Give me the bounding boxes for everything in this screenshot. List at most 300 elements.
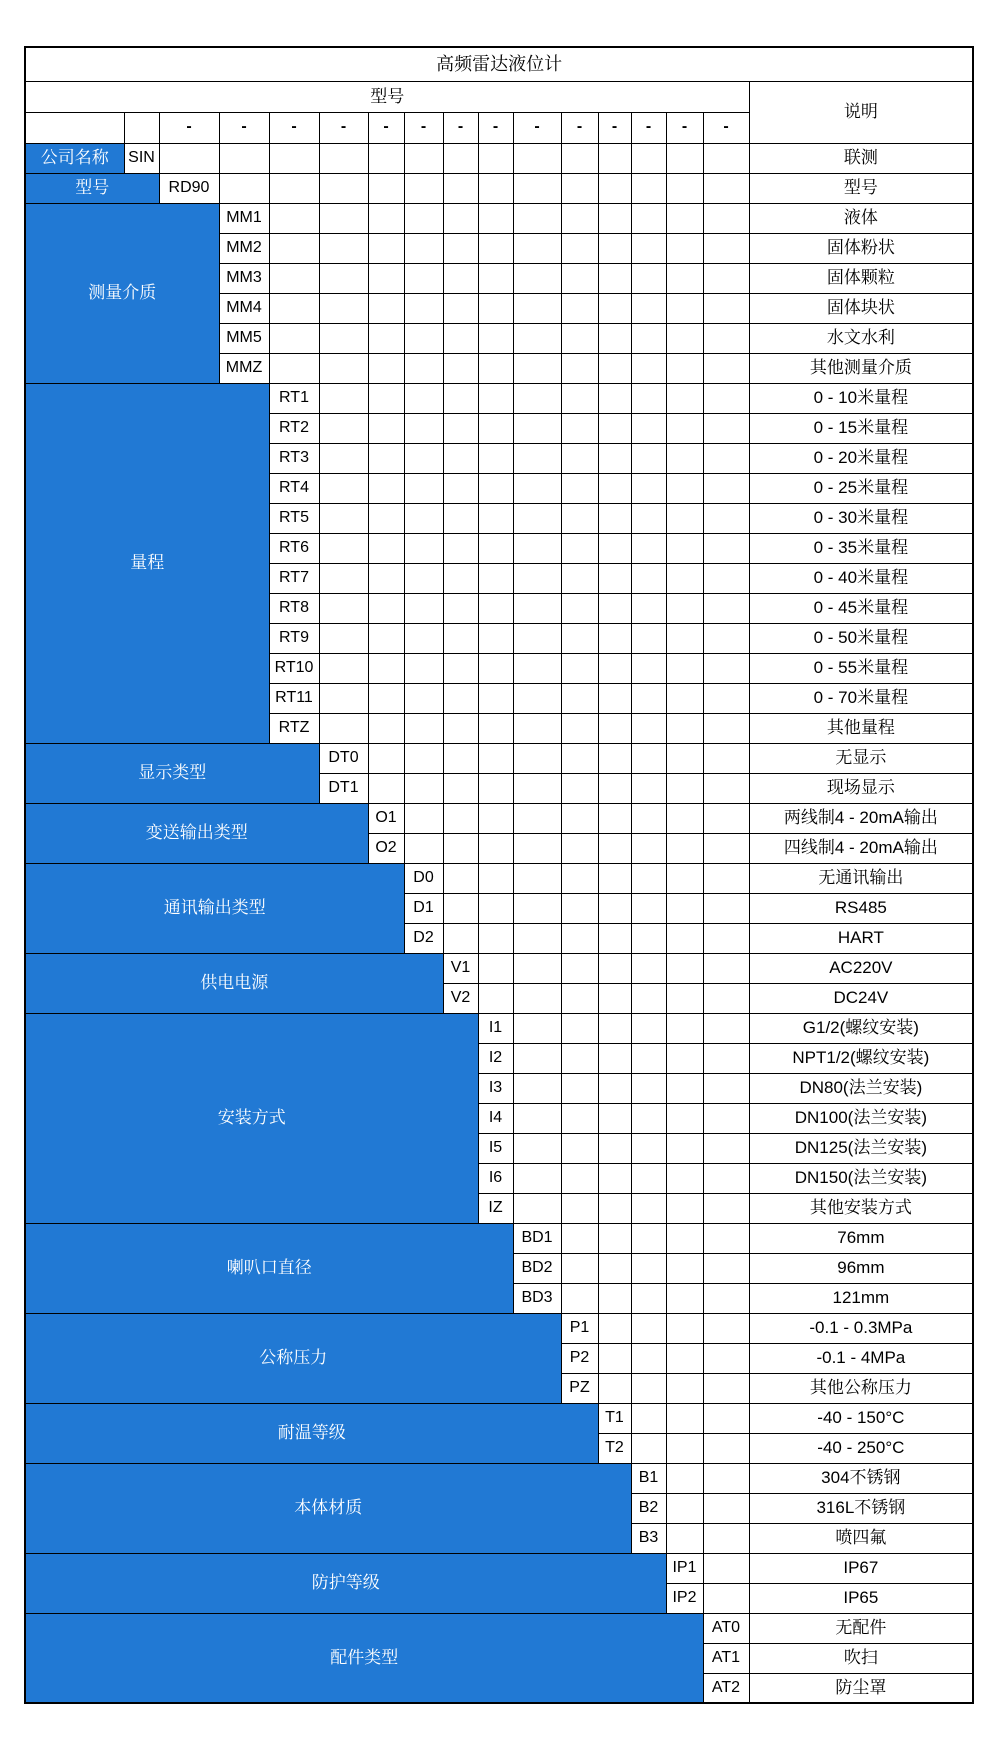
empty-cell: [561, 173, 598, 203]
description-cell: 0 - 50米量程: [749, 623, 973, 653]
empty-cell: [478, 923, 513, 953]
empty-cell: [703, 1343, 749, 1373]
empty-cell: [598, 1133, 631, 1163]
empty-cell: [561, 1013, 598, 1043]
description-cell: NPT1/2(螺纹安装): [749, 1043, 973, 1073]
code-cell: I4: [478, 1103, 513, 1133]
empty-cell: [404, 833, 443, 863]
empty-cell: [561, 683, 598, 713]
empty-cell: [666, 833, 703, 863]
empty-cell: [666, 1373, 703, 1403]
empty-cell: [631, 743, 666, 773]
empty-cell: [598, 1253, 631, 1283]
empty-cell: [513, 263, 561, 293]
empty-cell: [561, 233, 598, 263]
empty-cell: [598, 1193, 631, 1223]
empty-cell: [631, 653, 666, 683]
empty-cell: [319, 173, 368, 203]
empty-cell: [631, 293, 666, 323]
empty-cell: [598, 533, 631, 563]
empty-cell: [703, 1013, 749, 1043]
empty-cell: [513, 653, 561, 683]
empty-cell: [598, 683, 631, 713]
empty-cell: [666, 1013, 703, 1043]
empty-cell: [598, 923, 631, 953]
empty-cell: [443, 173, 478, 203]
dash-cell: -: [513, 112, 561, 143]
empty-cell: [404, 293, 443, 323]
code-cell: I2: [478, 1043, 513, 1073]
description-cell: 76mm: [749, 1223, 973, 1253]
empty-cell: [703, 653, 749, 683]
empty-cell: [666, 293, 703, 323]
code-cell: BD3: [513, 1283, 561, 1313]
empty-cell: [598, 893, 631, 923]
empty-cell: [513, 1043, 561, 1073]
empty-cell: [478, 473, 513, 503]
empty-cell: [513, 563, 561, 593]
empty-cell: [319, 443, 368, 473]
description-cell: 联测: [749, 143, 973, 173]
empty-cell: [561, 413, 598, 443]
empty-cell: [631, 1043, 666, 1073]
empty-cell: [561, 563, 598, 593]
category-label: 耐温等级: [25, 1403, 598, 1463]
empty-cell: [269, 203, 319, 233]
description-cell: 固体颗粒: [749, 263, 973, 293]
empty-cell: [703, 803, 749, 833]
empty-cell: [703, 1493, 749, 1523]
empty-cell: [478, 653, 513, 683]
empty-cell: [478, 293, 513, 323]
category-label: 变送输出类型: [25, 803, 368, 863]
empty-cell: [269, 353, 319, 383]
empty-cell: [443, 623, 478, 653]
empty-cell: [598, 293, 631, 323]
empty-cell: [443, 383, 478, 413]
dash-cell: -: [443, 112, 478, 143]
empty-cell: [513, 203, 561, 233]
description-cell: 0 - 20米量程: [749, 443, 973, 473]
empty-cell: [703, 353, 749, 383]
empty-cell: [513, 623, 561, 653]
empty-cell: [443, 503, 478, 533]
empty-cell: [631, 1013, 666, 1043]
code-cell: RD90: [159, 173, 219, 203]
empty-cell: [269, 263, 319, 293]
empty-cell: [631, 353, 666, 383]
empty-cell: [368, 263, 404, 293]
empty-cell: [598, 173, 631, 203]
empty-cell: [513, 893, 561, 923]
empty-cell: [404, 203, 443, 233]
code-cell: AT1: [703, 1643, 749, 1673]
empty-cell: [478, 233, 513, 263]
empty-cell: [631, 263, 666, 293]
empty-cell: [666, 563, 703, 593]
empty-cell: [666, 1403, 703, 1433]
empty-cell: [443, 143, 478, 173]
empty-cell: [269, 323, 319, 353]
code-cell: B1: [631, 1463, 666, 1493]
empty-cell: [666, 953, 703, 983]
description-cell: 121mm: [749, 1283, 973, 1313]
empty-cell: [703, 473, 749, 503]
empty-cell: [666, 1133, 703, 1163]
empty-cell: [478, 263, 513, 293]
description-cell: 无通讯输出: [749, 863, 973, 893]
description-cell: 液体: [749, 203, 973, 233]
empty-cell: [319, 413, 368, 443]
empty-cell: [513, 143, 561, 173]
empty-cell: [404, 443, 443, 473]
description-cell: 0 - 40米量程: [749, 563, 973, 593]
empty-cell: [666, 1283, 703, 1313]
empty-cell: [703, 1523, 749, 1553]
empty-cell: [478, 593, 513, 623]
description-cell: DN80(法兰安装): [749, 1073, 973, 1103]
empty-cell: [513, 1013, 561, 1043]
empty-cell: [561, 263, 598, 293]
empty-cell: [703, 953, 749, 983]
empty-cell: [513, 833, 561, 863]
description-cell: 其他安装方式: [749, 1193, 973, 1223]
empty-cell: [561, 833, 598, 863]
empty-cell: [703, 293, 749, 323]
description-cell: -40 - 250°C: [749, 1433, 973, 1463]
empty-cell: [631, 1073, 666, 1103]
description-cell: IP65: [749, 1583, 973, 1613]
empty-cell: [631, 983, 666, 1013]
empty-cell: [319, 323, 368, 353]
empty-cell: [404, 623, 443, 653]
empty-cell: [666, 353, 703, 383]
code-cell: IP2: [666, 1583, 703, 1613]
empty-cell: [443, 563, 478, 593]
empty-cell: [443, 473, 478, 503]
empty-cell: [269, 293, 319, 323]
empty-cell: [404, 803, 443, 833]
empty-cell: [561, 983, 598, 1013]
description-cell: HART: [749, 923, 973, 953]
empty-cell: [319, 263, 368, 293]
empty-cell: [703, 443, 749, 473]
category-label: 量程: [25, 383, 269, 743]
category-label: 测量介质: [25, 203, 219, 383]
code-cell: O1: [368, 803, 404, 833]
empty-cell: [513, 383, 561, 413]
empty-cell: [443, 263, 478, 293]
code-cell: MM1: [219, 203, 269, 233]
empty-cell: [443, 353, 478, 383]
empty-cell: [368, 383, 404, 413]
description-cell: 0 - 30米量程: [749, 503, 973, 533]
category-label: 本体材质: [25, 1463, 631, 1553]
empty-cell: [404, 353, 443, 383]
empty-cell: [631, 833, 666, 863]
empty-cell: [666, 1433, 703, 1463]
empty-cell: [631, 1283, 666, 1313]
category-label: 型号: [25, 173, 159, 203]
dash-cell: -: [703, 112, 749, 143]
empty-cell: [666, 263, 703, 293]
code-cell: I1: [478, 1013, 513, 1043]
empty-cell: [443, 713, 478, 743]
empty-cell: [443, 803, 478, 833]
empty-cell: [368, 413, 404, 443]
empty-cell: [598, 353, 631, 383]
dash-cell: -: [561, 112, 598, 143]
empty-cell: [478, 383, 513, 413]
empty-cell: [631, 383, 666, 413]
code-cell: RT2: [269, 413, 319, 443]
empty-cell: [404, 383, 443, 413]
empty-cell: [478, 503, 513, 533]
dash-cell: -: [159, 112, 219, 143]
code-cell: RT9: [269, 623, 319, 653]
empty-cell: [666, 233, 703, 263]
empty-cell: [513, 1133, 561, 1163]
model-selection-table: [24, 46, 974, 1704]
empty-cell: [631, 713, 666, 743]
empty-cell: [478, 413, 513, 443]
empty-cell: [478, 563, 513, 593]
empty-cell: [598, 1103, 631, 1133]
code-cell: O2: [368, 833, 404, 863]
empty-cell: [513, 353, 561, 383]
empty-cell: [368, 443, 404, 473]
empty-cell: [631, 923, 666, 953]
empty-cell: [703, 263, 749, 293]
empty-cell: [368, 233, 404, 263]
description-header: 说明: [749, 81, 973, 143]
empty-cell: [598, 1073, 631, 1103]
empty-cell: [631, 443, 666, 473]
code-cell: MM5: [219, 323, 269, 353]
description-cell: DN150(法兰安装): [749, 1163, 973, 1193]
empty-cell: [666, 653, 703, 683]
empty-cell: [666, 743, 703, 773]
empty-cell: [561, 743, 598, 773]
empty-cell: [703, 503, 749, 533]
empty-cell: [319, 563, 368, 593]
empty-cell: [319, 503, 368, 533]
empty-cell: [513, 323, 561, 353]
empty-cell: [666, 413, 703, 443]
empty-cell: [666, 1193, 703, 1223]
empty-cell: [404, 653, 443, 683]
empty-cell: [666, 443, 703, 473]
model-header: 型号: [25, 81, 749, 112]
dash-cell: -: [666, 112, 703, 143]
empty-cell: [404, 323, 443, 353]
category-label: 配件类型: [25, 1613, 703, 1703]
empty-cell: [598, 1313, 631, 1343]
code-cell: I6: [478, 1163, 513, 1193]
description-cell: AC220V: [749, 953, 973, 983]
category-label: 防护等级: [25, 1553, 666, 1613]
empty-cell: [561, 143, 598, 173]
empty-cell: [666, 173, 703, 203]
empty-cell: [666, 713, 703, 743]
empty-cell: [666, 863, 703, 893]
empty-cell: [598, 383, 631, 413]
empty-cell: [703, 413, 749, 443]
dash-cell: -: [319, 112, 368, 143]
dash-cell: -: [219, 112, 269, 143]
empty-cell: [513, 1163, 561, 1193]
description-cell: 型号: [749, 173, 973, 203]
empty-cell: [598, 143, 631, 173]
empty-cell: [631, 683, 666, 713]
empty-cell: [703, 1163, 749, 1193]
empty-cell: [443, 893, 478, 923]
empty-cell: [561, 593, 598, 623]
empty-cell: [513, 803, 561, 833]
empty-cell: [666, 683, 703, 713]
empty-cell: [513, 293, 561, 323]
empty-cell: [666, 1463, 703, 1493]
empty-cell: [319, 203, 368, 233]
empty-cell: [478, 173, 513, 203]
empty-cell: [666, 983, 703, 1013]
empty-cell: [598, 563, 631, 593]
empty-cell: [443, 773, 478, 803]
empty-cell: [561, 1043, 598, 1073]
empty-cell: [703, 1283, 749, 1313]
code-cell: RT11: [269, 683, 319, 713]
empty-cell: [703, 1463, 749, 1493]
empty-cell: [404, 533, 443, 563]
empty-cell: [598, 863, 631, 893]
empty-cell: [631, 323, 666, 353]
code-cell: T2: [598, 1433, 631, 1463]
code-cell: SIN: [124, 143, 159, 173]
empty-cell: [598, 203, 631, 233]
category-label: 公称压力: [25, 1313, 561, 1403]
empty-cell: [443, 593, 478, 623]
description-cell: 无显示: [749, 743, 973, 773]
empty-cell: [443, 683, 478, 713]
empty-cell: [703, 863, 749, 893]
empty-cell: [443, 233, 478, 263]
code-cell: AT2: [703, 1673, 749, 1703]
empty-cell: [598, 653, 631, 683]
empty-cell: [404, 773, 443, 803]
empty-cell: [478, 953, 513, 983]
category-label: 供电电源: [25, 953, 443, 1013]
empty-cell: [666, 533, 703, 563]
description-cell: DN100(法兰安装): [749, 1103, 973, 1133]
empty-cell: [404, 563, 443, 593]
empty-cell: [319, 593, 368, 623]
description-cell: 喷四氟: [749, 1523, 973, 1553]
code-cell: DT1: [319, 773, 368, 803]
code-cell: T1: [598, 1403, 631, 1433]
empty-cell: [561, 383, 598, 413]
dash-cell: -: [404, 112, 443, 143]
empty-cell: [513, 443, 561, 473]
empty-cell: [631, 1163, 666, 1193]
empty-cell: [598, 983, 631, 1013]
empty-cell: [631, 893, 666, 923]
empty-cell: [561, 443, 598, 473]
table-title: 高频雷达液位计: [25, 47, 973, 81]
code-cell: IP1: [666, 1553, 703, 1583]
empty-cell: [631, 773, 666, 803]
empty-cell: [703, 593, 749, 623]
empty-cell: [404, 143, 443, 173]
code-cell: V2: [443, 983, 478, 1013]
empty-cell: [561, 1163, 598, 1193]
empty-cell: [561, 323, 598, 353]
empty-cell: [404, 743, 443, 773]
empty-cell: [703, 173, 749, 203]
empty-cell: [478, 443, 513, 473]
code-cell: RTZ: [269, 713, 319, 743]
empty-cell: [561, 863, 598, 893]
empty-cell: [478, 863, 513, 893]
description-cell: 现场显示: [749, 773, 973, 803]
category-label: 通讯输出类型: [25, 863, 404, 953]
empty-cell: [319, 293, 368, 323]
empty-cell: [598, 323, 631, 353]
empty-cell: [666, 323, 703, 353]
empty-cell: [368, 683, 404, 713]
dash-cell: -: [598, 112, 631, 143]
empty-cell: [319, 473, 368, 503]
code-cell: B3: [631, 1523, 666, 1553]
empty-cell: [513, 923, 561, 953]
category-label: 公司名称: [25, 143, 124, 173]
empty-cell: [561, 893, 598, 923]
empty-cell: [561, 923, 598, 953]
empty-cell: [478, 803, 513, 833]
empty-cell: [666, 773, 703, 803]
empty-cell: [443, 443, 478, 473]
empty-cell: [561, 473, 598, 503]
empty-cell: [631, 953, 666, 983]
code-cell: DT0: [319, 743, 368, 773]
empty-cell: [443, 413, 478, 443]
empty-cell: [513, 473, 561, 503]
empty-cell: [478, 353, 513, 383]
empty-cell: [703, 833, 749, 863]
code-cell: B2: [631, 1493, 666, 1523]
empty-cell: [478, 683, 513, 713]
empty-cell: [443, 533, 478, 563]
empty-cell: [368, 773, 404, 803]
description-cell: -0.1 - 4MPa: [749, 1343, 973, 1373]
empty-cell: [598, 803, 631, 833]
empty-cell: [598, 833, 631, 863]
empty-cell: [443, 743, 478, 773]
empty-cell: [703, 323, 749, 353]
empty-cell: [703, 1313, 749, 1343]
empty-cell: [666, 473, 703, 503]
empty-cell: [513, 533, 561, 563]
empty-cell: [443, 203, 478, 233]
dash-row-blank-cell: [25, 112, 124, 143]
empty-cell: [666, 1253, 703, 1283]
code-cell: D0: [404, 863, 443, 893]
empty-cell: [368, 353, 404, 383]
description-cell: -0.1 - 0.3MPa: [749, 1313, 973, 1343]
empty-cell: [478, 833, 513, 863]
empty-cell: [561, 1073, 598, 1103]
empty-cell: [368, 473, 404, 503]
empty-cell: [513, 173, 561, 203]
